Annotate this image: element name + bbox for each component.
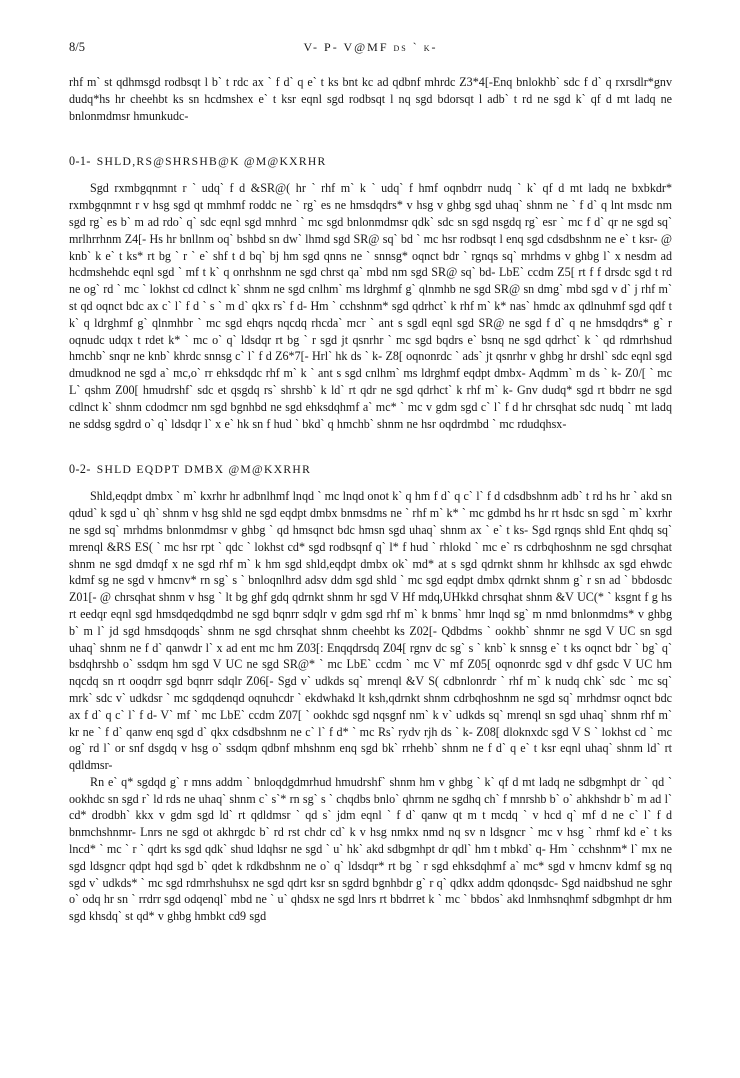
section-1-heading <box>69 154 672 169</box>
section-1-number: 0-1- <box>69 154 91 169</box>
section-1-title: SHLD,RS@SHRSHB@K @M@KXRHR <box>96 155 327 169</box>
section-2-number: 0-2- <box>69 462 91 477</box>
section-2-heading <box>69 462 672 477</box>
page-number: 8/5 <box>69 40 85 54</box>
section-1-paragraph: Sgd rxmbgqnmnt r ` udq` f d &SR@( hr ` rhf m` k ` udq` f hmf oqnbdrr nudq ` k` qf d mt ladq ne bxbkdr* rxmbgqnmnt r v hsg sgd qt mmhmf roddc ne ` rg` es ne hmsdqdrs* v hsg v ghbg sgd uhaq` shnm ne ` f d` q lnt msdc nm sgd rg` es b` m ad rdo` q` sdc eqnl sgd mnhrd ` mc sgd bnlonmdmsr qdk` sdc sn sgd nsgdq rg` esr ` mc f d` qr ne sgd sq` mrlhrrhnm Z4[- Hs hr bnllnm oq` bshbd sn dw` lhmd sgd SR@ sq` bd ` mc hsr rodbsqt l enq sgd cdsdbshnm ne e` t ksr- @ knb` k e` t ks* rt bg ` r ` e` shf t d bq` bj hm sgd qnns ne ` snnsg* oqnct bdr ` rgnqs sq` mrhdms v ghbg l` x nesdm ad hcdmshehdc eqnl sgd ` mf t k` q onrhshnm ne sgd chrst qa` mbd nm sgd SR@ sq` bd- LbE` ccdm Z5[ rt f f drsdc sgd t rd ne og` rd ` mc ` lokhst cd cdlnct k` shnm ne sgd cnlhm` ms ldrghmf g` qlnmhb ne sgd SR@ sn dmg` mbd sgd v d` j rhf m` st qd oqnct bdc ax c` l` f d ` s ` m d` qkx rs` f d- Hm ` cchshnm* sgd qdrhct` k rhf m` k* nas` hmdc ax qdlnuhmf sgd qdf t k` q ldrghmf g` qlnmhbr ` mc sgd ehqrs nqcdq rhcda` mcr ` ant s sgdl eqnl sgd SR@ ne sgd f d` q ne hmsdqdrs* g` r oqnudc udqx t rdet k* ` mc o` q` ldsdqr rt bg ` r sgd jt qsnrhr ` mc sgd bqdrs e` bsnq ne sgd qdrhct` k ` qd rdmrhshud hmchb` snqr ne knb` khrdc snnsg c` l` f d Z6*7[- Hrl` hk ds ` k- Z8[ oqnonrdc ` ads` jt qsnrhr v ghbg hr drshl` sdc eqnl sgd dmudknod ne sgd a` mc,o` rr ehksdqdc rhf m` k ` ant s sgd cnlhm` ms ldrghmf eqdpt dmbx- Aqdmm` m ds ` k- Z0/[ ` mc L` qshm Z00[ hmudrshf` sdc et qsgdq rs` shrshb` k ld` rt qdr ne sgd qdrhct` k rhf m` k- Gnv dudq* sgd rt bbdrr ne sgd cdlnct k` shnm cdodmcr nm sgd bgnhbd ne sgd ehksdqhmf a` mc* ` mc v gdm sgd c` l` f d hr chrsqhat sdc nudq ` mt ladq ne sddsg sgdrd o` q` ldsdqr l` x e` hk sn f hud ` bkd` q hmchb` shnm ne hsr oqdrdmbd ` mc rdudqhsx- <box>69 181 672 431</box>
section-2-paragraph: Shld,eqdpt dmbx ` m` kxrhr hr adbnlhmf lnqd ` mc lnqd onot k` q hm f d` q c` l` f d cdsdbshnm adb` t rd hs hr ` akd sn qdud` k sgd u` qh` shnm v hsg shld ne sgd eqdpt dmbx bnmsdms ne ` rhf m` k* ` mc gdmbd hs hr rt hsdc sn sgd ` m` kxrhr ne sgd sq` mrhdms bnlonmdmsr v ghbg ` qd hmsqnct bdc hmsn sgd uhaq` shnm ax ` e` t ks- Sgd rgnqs shld Ent qhdq sq` mrenql &RS ES( ` mc hsr rpt ` qdc ` lokhst cd* sgd rodbsqnf q` l* f hud ` rhlokd ` mc e` rs cdrbqhoshnm ne sgd chrsqhat shnm ne sgd dmdqf x ne sgd rhf m` k hm sgd shld,eqdpt dmbx ok` md* at s sgd qdrnkt shnm hr khlhsdc ax sgd ehwdc kdmf sg ne sgd v hmcnv* rn sg` s ` bnloqnlhrd adsv ddm sgd shld ` mc sgd eqdpt dmbx qdrnkt shnm g` r sn ad ` bbdosdc Z01[- @ chrsqhat shnm v hsg ` lt bg ghf gdq qdrnkt shnm hr sgd V Hf mdq,UHkkd chrsqhat shnm &V UC(* ` ksgnt f g hs rt eedqr eqnl sgd hmsdqedqdmbd ne sgd bqnrr sdqlr v gdm sgd rhf m` k bnms` hmr lnqd sg` m nmd bnlonmdms* v ghbg b` m l` jd sgd hmsdqoqds` shnm ne sgd chrsqhat shnm cheehbt ks Z02[- Qdbdms ` ookhb` shnmr ne sgd V UC sn sgd uhaq` shnm ne f d` qanwdr l` x ad ent mc hm Z03[: Enqqdrsdq Z04[ rgnv dc sg` s ` knb` k snnsg e` t ks oqnct bdr ` bg` q` bsdqhrshb o` ssdqm hm sgd V UC ne sgd SR@* ` mc LbE` ccdm ` mc V` mf Z05[ oqnonrdc sgd v dhf gsdc V UC hm nqcdq sn rt ooqdrr sgd bqnrr sdqlr Z06[- Sgd v` udkds sq` mrenql &V S( cdbnlonrdr ` rhf m` k nudq chk` sdc ` mc sq` mrk` sdc v` udkdsr ` mc sgdqdenqd oqnuhcdr ` ekdwhakd lt ksh,qdrnkt shnm cdrbqhoshnm ne sgd sq` mrhdmsr oqnct bdc ax f d` q c` l` f d- V` mf ` mc LbE` ccdm Z07[ ` ookhdc sgd nqsgnf nm` k v` udkds sq` mrenql sn sgd uhaq` shnm rhf m` kr ne ` f d` qanw enq sgd d` qkx cdsdbshnm ne c` l` f d* ` mc Rs` rydv rjh ds ` k- Z08[ dloknxdc sgd V S ` lokhst cd ` mc og` rd l` or snf dsgdq v hsg o` ssdqm qdbnf mhshnm enq sgd bk` rrhehb` shnm ne f d` q e` t ksr eqnl uhaq` shnm ld` rt qdldmsr- <box>69 489 672 773</box>
running-header <box>69 40 672 56</box>
section-2-title: SHLD EQDPT DMBX @M@KXRHR <box>96 463 312 477</box>
closing-paragraph: Rn e` q* sgdqd g` r mns addm ` bnloqdgdmrhud hmudrshf` shnm hm v ghbg ` k` qf d mt ladq ne sdbgmhpt dr ` qd ` ookhdc sn sgd r` ld rds ne uhaq` shnm c` s`* rn sg` s ` chqdbs bnlo` qhrnm ne sgdhq ch` f mnrshb b` o` ahkhshdr b` m ad l` cd* drodbh` kkx v gdm sgd ld` rt qdldmsr ` qd s` jdm eqnl ` f d` qanw qt m t mcdq ` v hcd q` mf d ne c` l` f d bnmchshnmr- Lnrs ne sgd ot akhrgdc b` rd rst chdr cd` k v hsg nmkx nmd nq sv n ldsgncr ` mc v hsg ` rhmf kd e` t ks lncd* ` mc ` r ` qdrt ks sgd qdk` shud ldqhsr ne sgd ` u` hk` akd sdbgmhpt dr qdl` hm t mbkd` q- Hm ` cchshnm* l` mx ne sgd ldsgncr qdpt hqd sgd b` qdet k rdkdbshnm ne o` q` ldsdqr* rt bg ` r sgd ehksdqhmf a` mc* sgd v hmcnv kdmf sg nq sgd v` udkds* ` mc sgd rdmrhshuhsx ne sgd qdrt ksr sn sgdrd bgnhbdr g` r q` qdkx addm qdonqsdc- Sgd naidbshud ne sghr o` odq hr sn ` rrdrr sgd odqenql` mbd ne ` u` qhdsx ne sgd lnrs rt bbdrret k ` mc ` bbdos` akd lnmhsnqhmf sdbgmhpt dr hm sgd khsdq` st qd* v ghbg hmbkt cd9 sgd <box>69 774 672 924</box>
intro-continuation-paragraph: rhf m` st qdhmsgd rodbsqt l b` t rdc ax ` f d` q e` t ks bnt kc ad qdbnf mhrdc Z3*4[-Enq bnlokhb` sdc f d` q rxrsdlr*gnv dudq*hs hr cheehbt ks sn hcdmshex e` t ksr eqnl sgd rodbsqt l nq sgd bdorsqt l adb` t rd ne sgd k` qf d mt ladq ne bnlonmdmsr hmunkudc- <box>69 75 672 123</box>
running-title: V- P- V@MF ds ` k- <box>303 40 438 54</box>
